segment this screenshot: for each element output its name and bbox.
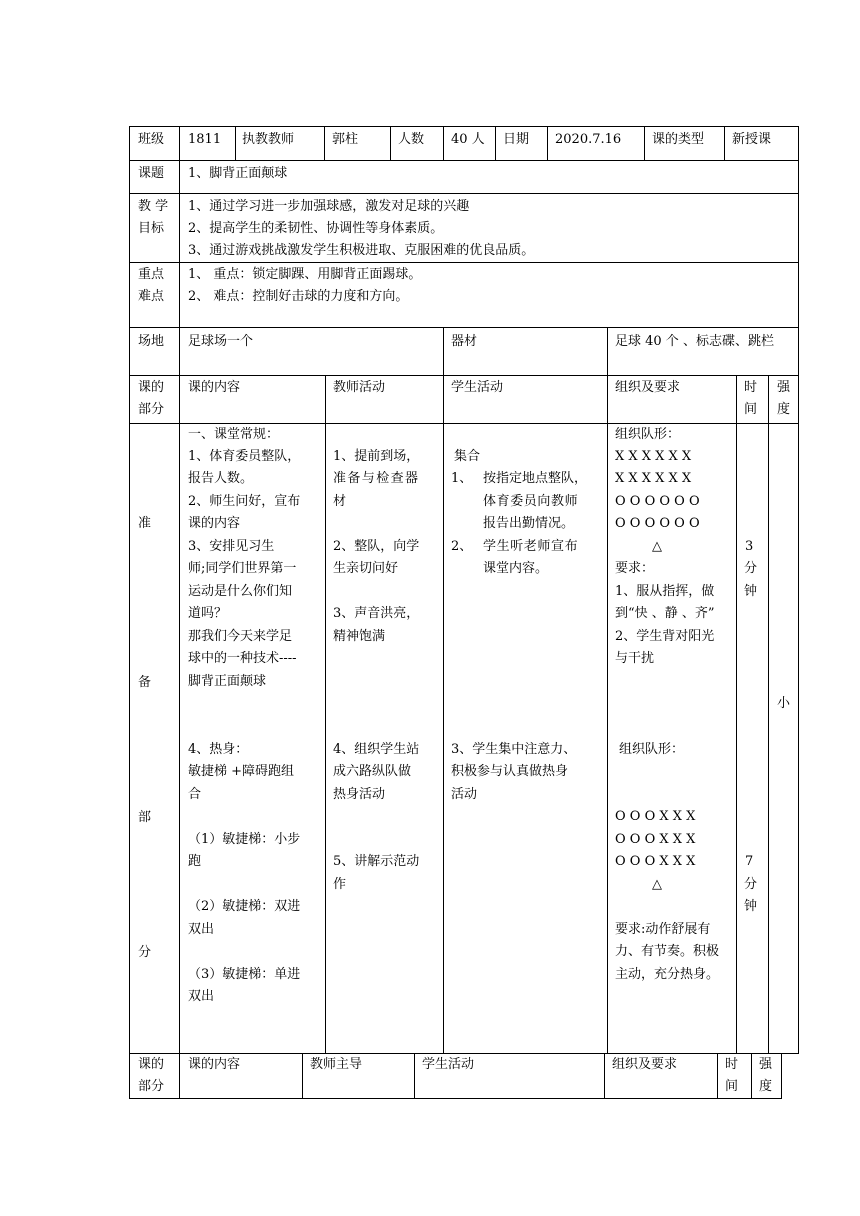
col-divider xyxy=(768,375,769,1054)
content-line: 一、课堂常规： xyxy=(188,427,280,442)
topic-value: 1、脚背正面颠球 xyxy=(188,166,288,181)
org-req-line: 到“快 、静 、齐” xyxy=(615,606,715,621)
col-header-time: 间 xyxy=(744,402,758,417)
col-header-part: 部分 xyxy=(138,1079,165,1094)
formation-row: O O O O O O xyxy=(615,494,700,509)
content-line: 运动是什么你们知 xyxy=(188,584,293,599)
col-divider xyxy=(604,1053,605,1099)
class-value: 1811 xyxy=(188,132,222,147)
col-header-student: 学生活动 xyxy=(422,1057,475,1072)
student-line: 活动 xyxy=(451,787,478,802)
content-line: 跑 xyxy=(188,854,202,869)
col-divider xyxy=(324,126,325,160)
equipment-label: 器材 xyxy=(451,334,478,349)
formation-row: O O O X X X xyxy=(615,854,696,869)
keypoints-label: 难点 xyxy=(138,289,165,304)
content-line: （2）敏捷梯：双进 xyxy=(188,899,301,914)
col-divider xyxy=(390,126,391,160)
content-line: 合 xyxy=(188,787,202,802)
col-divider xyxy=(443,126,444,160)
col-header-time: 时 xyxy=(725,1057,739,1072)
content-line: 2、师生问好，宣布 xyxy=(188,494,301,509)
count-label: 人数 xyxy=(398,132,425,147)
org-req-line: 2、学生背对阳光 xyxy=(615,629,715,644)
col-divider xyxy=(179,1053,180,1099)
teacher-line: 1、提前到场， xyxy=(333,449,420,464)
col-header-part: 课的 xyxy=(138,380,165,395)
col-divider xyxy=(547,126,548,160)
col-divider xyxy=(751,1053,752,1099)
goals-label: 教 学 xyxy=(138,199,169,214)
student-item-num: 1、 xyxy=(451,471,473,486)
teacher-line: 成六路纵队做 xyxy=(333,764,412,779)
col-divider xyxy=(607,375,608,1054)
teacher-line: 作 xyxy=(333,877,347,892)
org-req-line: 要求:动作舒展有 xyxy=(615,922,711,937)
col-header-org: 组织及要求 xyxy=(615,380,681,395)
teacher-line: 2、整队，向学 xyxy=(333,539,420,554)
count-value: 40 人 xyxy=(451,132,485,147)
student-line: 按指定地点整队， xyxy=(483,471,588,486)
venue-label: 场地 xyxy=(138,334,165,349)
col-header-teacher: 教师活动 xyxy=(333,380,386,395)
teacher-position-icon: △ xyxy=(652,877,662,892)
org-req-line: 力、有节奏。积极 xyxy=(615,944,720,959)
col-divider xyxy=(724,126,725,160)
topic-label: 课题 xyxy=(138,166,165,181)
org-title: 组织队形： xyxy=(615,427,681,442)
col-divider xyxy=(414,1053,415,1099)
teacher-line: 4、组织学生站 xyxy=(333,742,420,757)
time-value: 分 xyxy=(744,877,758,892)
col-header-intensity: 强 xyxy=(777,380,791,395)
content-line: 双出 xyxy=(188,989,215,1004)
content-line: 3、安排见习生 xyxy=(188,539,275,554)
class-label: 班级 xyxy=(138,132,165,147)
keypoint-item: 2、 难点：控制好击球的力度和方向。 xyxy=(188,289,409,304)
col-divider xyxy=(443,327,444,375)
content-line: （1）敏捷梯：小步 xyxy=(188,832,301,847)
student-line: 体育委员向教师 xyxy=(483,494,579,509)
time-value: 3 xyxy=(745,539,754,554)
col-divider xyxy=(302,1053,303,1099)
student-line: 报告出勤情况。 xyxy=(483,516,575,531)
row-divider xyxy=(129,160,799,161)
part-char: 部 xyxy=(138,810,152,825)
part-char: 准 xyxy=(138,516,152,531)
col-divider xyxy=(443,375,444,1054)
teacher-line: 3、声音洪亮， xyxy=(333,606,420,621)
teacher-line: 准备与检查器 xyxy=(333,471,420,486)
keypoint-item: 1、 重点：锁定脚踝、用脚背正面踢球。 xyxy=(188,267,422,282)
student-line: 3、学生集中注意力、 xyxy=(451,742,577,757)
org-req-line: 主动，充分热身。 xyxy=(615,967,720,982)
student-line: 积极参与认真做热身 xyxy=(451,764,569,779)
student-line: 课堂内容。 xyxy=(483,561,549,576)
org-req-line: 1、服从指挥，做 xyxy=(615,584,715,599)
col-divider xyxy=(325,375,326,1054)
teacher-line: 生亲切问好 xyxy=(333,561,399,576)
content-line: 报告人数。 xyxy=(188,471,254,486)
time-value: 7 xyxy=(745,854,754,869)
content-line: 球中的一种技术---- xyxy=(188,651,297,666)
row-divider xyxy=(129,193,799,194)
goal-item: 1、通过学习进一步加强球感，激发对足球的兴趣 xyxy=(188,199,470,214)
content-line: 道吗？ xyxy=(188,606,228,621)
content-line: 敏捷梯 +障碍跑组 xyxy=(188,764,295,779)
org-req-line: 要求： xyxy=(615,561,655,576)
col-header-part: 部分 xyxy=(138,402,165,417)
col-header-time: 间 xyxy=(725,1079,739,1094)
teacher-line: 5、讲解示范动 xyxy=(333,854,420,869)
col-divider xyxy=(717,1053,718,1099)
lesson-type-label: 课的类型 xyxy=(652,132,705,147)
col-header-intensity: 度 xyxy=(759,1079,773,1094)
goal-item: 3、通过游戏挑战激发学生积极进取、克服困难的优良品质。 xyxy=(188,243,535,258)
student-title: 集合 xyxy=(454,449,481,464)
col-divider xyxy=(644,126,645,160)
time-value: 分 xyxy=(744,561,758,576)
teacher-line: 热身活动 xyxy=(333,787,386,802)
formation-row: X X X X X X xyxy=(615,449,692,464)
col-header-org: 组织及要求 xyxy=(612,1057,678,1072)
venue-value: 足球场一个 xyxy=(188,334,254,349)
date-value: 2020.7.16 xyxy=(555,132,622,147)
formation-row: O O O X X X xyxy=(615,809,696,824)
teacher-line: 精神饱满 xyxy=(333,629,386,644)
goal-item: 2、提高学生的柔韧性、协调性等身体素质。 xyxy=(188,221,444,236)
student-line: 学生听老师宣布 xyxy=(483,539,579,554)
col-divider xyxy=(235,126,236,160)
part-char: 分 xyxy=(138,945,152,960)
content-line: 4、热身： xyxy=(188,742,249,757)
teacher-value: 郭柱 xyxy=(332,132,359,147)
teacher-position-icon: △ xyxy=(652,539,662,554)
col-header-intensity: 强 xyxy=(759,1057,773,1072)
content-line: 脚背正面颠球 xyxy=(188,674,267,689)
time-value: 钟 xyxy=(744,584,758,599)
teacher-label: 执教教师 xyxy=(242,132,295,147)
formation-row: O O O O O O xyxy=(615,516,700,531)
col-divider xyxy=(607,327,608,375)
row-divider xyxy=(129,327,799,328)
part-char: 备 xyxy=(138,675,152,690)
content-line: 那我们今天来学足 xyxy=(188,629,293,644)
content-line: 师;同学们世界第一 xyxy=(188,561,297,576)
col-header-content: 课的内容 xyxy=(188,380,241,395)
col-header-student: 学生活动 xyxy=(451,380,504,395)
org-title: 组织队形： xyxy=(619,742,685,757)
content-line: 课的内容 xyxy=(188,516,241,531)
teacher-line: 材 xyxy=(333,494,347,509)
col-header-content: 课的内容 xyxy=(188,1057,241,1072)
lesson-type-value: 新授课 xyxy=(732,132,772,147)
col-header-intensity: 度 xyxy=(777,402,791,417)
col-header-teacher: 教师主导 xyxy=(310,1057,363,1072)
equipment-value: 足球 40 个 、标志碟、跳栏 xyxy=(615,334,774,349)
content-line: 双出 xyxy=(188,922,215,937)
col-divider xyxy=(179,126,180,1054)
goals-label: 目标 xyxy=(138,221,165,236)
student-item-num: 2、 xyxy=(451,539,473,554)
row-divider xyxy=(129,375,799,376)
date-label: 日期 xyxy=(503,132,530,147)
content-line: （3）敏捷梯：单进 xyxy=(188,967,301,982)
formation-row: O O O X X X xyxy=(615,832,696,847)
content-line: 1、体育委员整队， xyxy=(188,449,301,464)
formation-row: X X X X X X xyxy=(615,471,692,486)
col-divider xyxy=(495,126,496,160)
intensity-value: 小 xyxy=(777,696,791,711)
keypoints-label: 重点 xyxy=(138,267,165,282)
org-req-line: 与干扰 xyxy=(615,651,655,666)
time-value: 钟 xyxy=(744,899,758,914)
col-header-time: 时 xyxy=(744,380,758,395)
col-header-part: 课的 xyxy=(138,1057,165,1072)
col-divider xyxy=(736,375,737,1054)
